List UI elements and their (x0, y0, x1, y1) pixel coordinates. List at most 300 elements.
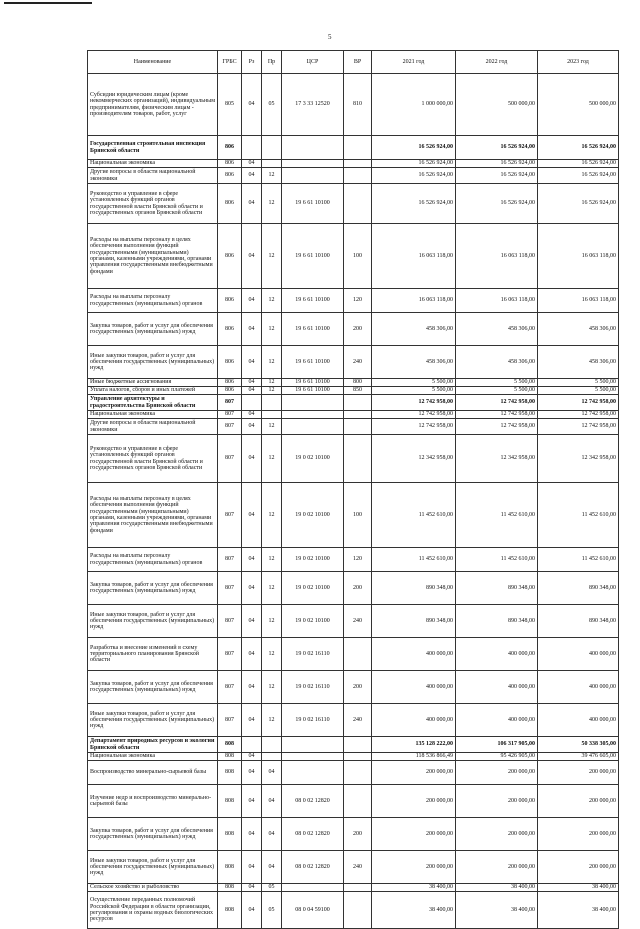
row-grbs-cell: 806 (218, 379, 242, 387)
row-pr-cell: 04 (262, 785, 282, 818)
row-grbs-cell: 807 (218, 483, 242, 548)
row-csr-cell: 19 6 61 10100 (282, 387, 344, 395)
row-csr-cell (282, 884, 344, 892)
row-csr-cell: 08 0 04 59100 (282, 892, 344, 929)
table-row (88, 483, 619, 548)
row-name-cell: Воспроизводство минерально-сырьевой базы (88, 761, 218, 785)
row-csr-cell: 17 3 33 12520 (282, 74, 344, 136)
row-2023-cell: 500 000,00 (538, 74, 619, 136)
row-2023-cell: 12 742 958,00 (538, 411, 619, 419)
row-2022-cell: 16 063 118,00 (456, 289, 538, 313)
row-name-cell: Закупка товаров, работ и услуг для обеспечения государственных (муниципальных) нужд (88, 572, 218, 605)
row-name-cell: Расходы на выплаты персоналу в целях обеспечения выполнения функций государственными (муниципальными) органами, казенными учреждениями, органами управления государственными внебюджетными фондами (88, 483, 218, 548)
row-2023-cell: 16 526 924,00 (538, 136, 619, 160)
row-csr-cell (282, 136, 344, 160)
row-rz-cell: 04 (242, 785, 262, 818)
row-grbs-cell: 807 (218, 419, 242, 435)
row-2021-cell: 890 348,00 (372, 605, 456, 638)
row-csr-cell: 19 0 02 16110 (282, 704, 344, 737)
row-grbs-cell: 806 (218, 168, 242, 184)
row-rz-cell: 04 (242, 671, 262, 704)
row-grbs-cell: 806 (218, 387, 242, 395)
row-pr-cell: 04 (262, 761, 282, 785)
row-2023-cell: 400 000,00 (538, 704, 619, 737)
row-vr-cell (344, 395, 372, 411)
row-2022-cell: 106 317 905,00 (456, 737, 538, 753)
row-pr-cell: 12 (262, 419, 282, 435)
table-row (88, 753, 619, 761)
row-vr-cell: 100 (344, 483, 372, 548)
budget-table (87, 50, 619, 929)
row-pr-cell: 12 (262, 638, 282, 671)
row-vr-cell (344, 761, 372, 785)
table-row (88, 411, 619, 419)
row-2022-cell: 16 526 924,00 (456, 136, 538, 160)
header-name: Наименование (88, 51, 218, 74)
table-row (88, 168, 619, 184)
table-row (88, 671, 619, 704)
row-name-cell: Иные закупки товаров, работ и услуг для обеспечения государственных (муниципальных) нужд (88, 851, 218, 884)
row-pr-cell: 12 (262, 704, 282, 737)
row-pr-cell (262, 136, 282, 160)
row-grbs-cell: 806 (218, 346, 242, 379)
row-2022-cell: 38 400,00 (456, 892, 538, 929)
row-2023-cell: 458 306,00 (538, 346, 619, 379)
row-2021-cell: 5 500,00 (372, 387, 456, 395)
header-csr: ЦСР (282, 51, 344, 74)
table-row (88, 548, 619, 572)
row-rz-cell: 04 (242, 435, 262, 483)
row-2021-cell: 16 526 924,00 (372, 136, 456, 160)
row-2021-cell: 16 526 924,00 (372, 184, 456, 224)
row-2021-cell: 38 400,00 (372, 884, 456, 892)
row-vr-cell (344, 785, 372, 818)
row-name-cell: Иные бюджетные ассигнования (88, 379, 218, 387)
row-csr-cell: 19 6 61 10100 (282, 289, 344, 313)
row-grbs-cell: 806 (218, 289, 242, 313)
row-2021-cell: 200 000,00 (372, 785, 456, 818)
row-2022-cell: 12 742 958,00 (456, 395, 538, 411)
row-pr-cell: 04 (262, 818, 282, 851)
row-rz-cell: 04 (242, 704, 262, 737)
row-2021-cell: 135 128 222,00 (372, 737, 456, 753)
row-name-cell: Иные закупки товаров, работ и услуг для обеспечения государственных (муниципальных) нужд (88, 605, 218, 638)
row-grbs-cell: 807 (218, 704, 242, 737)
row-pr-cell (262, 160, 282, 168)
row-grbs-cell: 807 (218, 671, 242, 704)
row-rz-cell: 04 (242, 851, 262, 884)
row-pr-cell: 12 (262, 224, 282, 289)
row-grbs-cell: 808 (218, 851, 242, 884)
row-name-cell: Национальная экономика (88, 753, 218, 761)
row-name-cell: Закупка товаров, работ и услуг для обеспечения государственных (муниципальных) нужд (88, 818, 218, 851)
row-grbs-cell: 807 (218, 638, 242, 671)
row-2022-cell: 5 500,00 (456, 379, 538, 387)
row-rz-cell: 04 (242, 572, 262, 605)
row-name-cell: Национальная экономика (88, 411, 218, 419)
row-rz-cell: 04 (242, 224, 262, 289)
row-2021-cell: 458 306,00 (372, 346, 456, 379)
row-2023-cell: 16 526 924,00 (538, 160, 619, 168)
row-pr-cell: 12 (262, 671, 282, 704)
row-csr-cell: 08 0 02 12820 (282, 818, 344, 851)
row-2021-cell: 16 063 118,00 (372, 224, 456, 289)
row-2022-cell: 11 452 610,00 (456, 483, 538, 548)
row-2022-cell: 500 000,00 (456, 74, 538, 136)
row-csr-cell (282, 737, 344, 753)
row-vr-cell (344, 168, 372, 184)
row-grbs-cell: 805 (218, 74, 242, 136)
row-2023-cell: 50 338 305,00 (538, 737, 619, 753)
row-grbs-cell: 807 (218, 395, 242, 411)
row-grbs-cell: 807 (218, 572, 242, 605)
table-row (88, 884, 619, 892)
row-rz-cell: 04 (242, 346, 262, 379)
row-rz-cell: 04 (242, 74, 262, 136)
row-2023-cell: 458 306,00 (538, 313, 619, 346)
row-csr-cell (282, 160, 344, 168)
row-csr-cell: 08 0 02 12820 (282, 785, 344, 818)
row-2023-cell: 11 452 610,00 (538, 548, 619, 572)
row-pr-cell: 12 (262, 435, 282, 483)
row-rz-cell: 04 (242, 605, 262, 638)
row-pr-cell: 12 (262, 548, 282, 572)
row-vr-cell: 240 (344, 851, 372, 884)
table-row (88, 704, 619, 737)
row-csr-cell: 19 6 61 10100 (282, 379, 344, 387)
table-row (88, 184, 619, 224)
row-csr-cell: 19 0 02 16110 (282, 638, 344, 671)
row-2021-cell: 5 500,00 (372, 379, 456, 387)
row-grbs-cell: 808 (218, 884, 242, 892)
row-vr-cell (344, 638, 372, 671)
row-name-cell: Иные закупки товаров, работ и услуг для обеспечения государственных (муниципальных) нужд (88, 346, 218, 379)
row-grbs-cell: 807 (218, 548, 242, 572)
row-pr-cell: 12 (262, 184, 282, 224)
row-vr-cell: 800 (344, 379, 372, 387)
row-name-cell: Департамент природных ресурсов и экологии Брянской области (88, 737, 218, 753)
row-2023-cell: 16 063 118,00 (538, 224, 619, 289)
table-row (88, 435, 619, 483)
row-csr-cell: 19 0 02 10100 (282, 605, 344, 638)
row-2021-cell: 12 742 958,00 (372, 395, 456, 411)
row-2023-cell: 200 000,00 (538, 785, 619, 818)
row-csr-cell: 19 6 61 10100 (282, 184, 344, 224)
row-csr-cell: 19 0 02 10100 (282, 435, 344, 483)
row-2022-cell: 11 452 610,00 (456, 548, 538, 572)
table-body (88, 74, 619, 929)
row-2022-cell: 12 342 958,00 (456, 435, 538, 483)
row-name-cell: Иные закупки товаров, работ и услуг для обеспечения государственных (муниципальных) нужд (88, 704, 218, 737)
row-2023-cell: 890 348,00 (538, 572, 619, 605)
row-grbs-cell: 807 (218, 435, 242, 483)
row-grbs-cell: 807 (218, 411, 242, 419)
row-grbs-cell: 808 (218, 785, 242, 818)
row-vr-cell: 240 (344, 605, 372, 638)
row-vr-cell: 200 (344, 313, 372, 346)
row-csr-cell: 19 0 02 16110 (282, 671, 344, 704)
row-vr-cell (344, 737, 372, 753)
row-grbs-cell: 808 (218, 753, 242, 761)
row-grbs-cell: 807 (218, 605, 242, 638)
table-row (88, 224, 619, 289)
row-vr-cell (344, 884, 372, 892)
row-2023-cell: 12 742 958,00 (538, 395, 619, 411)
row-2021-cell: 11 452 610,00 (372, 483, 456, 548)
header-2021: 2021 год (372, 51, 456, 74)
row-2022-cell: 200 000,00 (456, 818, 538, 851)
table-row (88, 387, 619, 395)
row-vr-cell (344, 160, 372, 168)
row-rz-cell (242, 737, 262, 753)
row-rz-cell (242, 395, 262, 411)
row-2023-cell: 16 526 924,00 (538, 184, 619, 224)
row-2022-cell: 38 400,00 (456, 884, 538, 892)
row-2023-cell: 38 400,00 (538, 892, 619, 929)
table-row (88, 74, 619, 136)
row-rz-cell: 04 (242, 411, 262, 419)
row-rz-cell: 04 (242, 638, 262, 671)
row-rz-cell: 04 (242, 289, 262, 313)
row-name-cell: Расходы на выплаты персоналу государственных (муниципальных) органов (88, 548, 218, 572)
row-vr-cell: 810 (344, 74, 372, 136)
row-pr-cell: 12 (262, 313, 282, 346)
header-pr: Пр (262, 51, 282, 74)
row-2022-cell: 200 000,00 (456, 851, 538, 884)
table-row (88, 379, 619, 387)
row-2023-cell: 11 452 610,00 (538, 483, 619, 548)
row-grbs-cell: 806 (218, 136, 242, 160)
row-2021-cell: 200 000,00 (372, 851, 456, 884)
table-row (88, 289, 619, 313)
row-name-cell: Закупка товаров, работ и услуг для обеспечения государственных (муниципальных) нужд (88, 313, 218, 346)
row-pr-cell (262, 737, 282, 753)
row-2023-cell: 400 000,00 (538, 671, 619, 704)
row-pr-cell: 12 (262, 346, 282, 379)
table-row (88, 638, 619, 671)
table-row (88, 572, 619, 605)
row-2023-cell: 16 526 924,00 (538, 168, 619, 184)
row-rz-cell: 04 (242, 160, 262, 168)
table-row (88, 313, 619, 346)
row-2022-cell: 400 000,00 (456, 704, 538, 737)
row-2023-cell: 200 000,00 (538, 851, 619, 884)
row-rz-cell: 04 (242, 884, 262, 892)
row-pr-cell: 05 (262, 74, 282, 136)
row-pr-cell: 05 (262, 884, 282, 892)
row-pr-cell: 12 (262, 168, 282, 184)
row-csr-cell: 19 6 61 10100 (282, 346, 344, 379)
row-vr-cell: 200 (344, 671, 372, 704)
row-rz-cell: 04 (242, 892, 262, 929)
row-csr-cell: 19 0 02 10100 (282, 548, 344, 572)
row-name-cell: Другие вопросы в области национальной экономики (88, 419, 218, 435)
row-csr-cell: 08 0 02 12820 (282, 851, 344, 884)
header-grbs: ГРБС (218, 51, 242, 74)
row-grbs-cell: 808 (218, 761, 242, 785)
row-csr-cell: 19 0 02 10100 (282, 572, 344, 605)
row-pr-cell: 12 (262, 572, 282, 605)
row-2022-cell: 12 742 958,00 (456, 411, 538, 419)
row-2022-cell: 890 348,00 (456, 572, 538, 605)
row-name-cell: Национальная экономика (88, 160, 218, 168)
row-2022-cell: 12 742 958,00 (456, 419, 538, 435)
row-2021-cell: 16 526 924,00 (372, 160, 456, 168)
row-2021-cell: 16 063 118,00 (372, 289, 456, 313)
row-2023-cell: 5 500,00 (538, 379, 619, 387)
row-name-cell: Управление архитектуры и градостроительства Брянской области (88, 395, 218, 411)
row-2022-cell: 95 426 905,00 (456, 753, 538, 761)
row-csr-cell (282, 753, 344, 761)
table-row (88, 851, 619, 884)
row-rz-cell: 04 (242, 387, 262, 395)
row-pr-cell (262, 753, 282, 761)
row-rz-cell: 04 (242, 753, 262, 761)
row-csr-cell (282, 411, 344, 419)
table-row (88, 818, 619, 851)
row-2023-cell: 38 400,00 (538, 884, 619, 892)
row-rz-cell: 04 (242, 548, 262, 572)
row-csr-cell (282, 761, 344, 785)
row-2021-cell: 11 452 610,00 (372, 548, 456, 572)
row-grbs-cell: 806 (218, 313, 242, 346)
row-2021-cell: 12 342 958,00 (372, 435, 456, 483)
table-row (88, 395, 619, 411)
row-name-cell: Государственная строительная инспекция Брянской области (88, 136, 218, 160)
row-vr-cell (344, 184, 372, 224)
table-row (88, 346, 619, 379)
row-grbs-cell: 808 (218, 737, 242, 753)
row-2021-cell: 12 742 958,00 (372, 411, 456, 419)
row-2021-cell: 400 000,00 (372, 704, 456, 737)
row-pr-cell: 05 (262, 892, 282, 929)
row-pr-cell: 12 (262, 379, 282, 387)
top-rule (4, 2, 92, 4)
row-2022-cell: 16 526 924,00 (456, 160, 538, 168)
table-row (88, 761, 619, 785)
row-pr-cell: 12 (262, 483, 282, 548)
row-grbs-cell: 808 (218, 892, 242, 929)
row-pr-cell: 04 (262, 851, 282, 884)
row-vr-cell: 100 (344, 224, 372, 289)
row-2022-cell: 200 000,00 (456, 761, 538, 785)
row-vr-cell (344, 411, 372, 419)
row-grbs-cell: 806 (218, 224, 242, 289)
row-2021-cell: 400 000,00 (372, 671, 456, 704)
table-row (88, 737, 619, 753)
row-2022-cell: 458 306,00 (456, 346, 538, 379)
row-2022-cell: 16 526 924,00 (456, 184, 538, 224)
row-2022-cell: 16 063 118,00 (456, 224, 538, 289)
row-2021-cell: 890 348,00 (372, 572, 456, 605)
row-vr-cell (344, 419, 372, 435)
row-2021-cell: 200 000,00 (372, 761, 456, 785)
row-name-cell: Уплата налогов, сборов и иных платежей (88, 387, 218, 395)
row-name-cell: Расходы на выплаты персоналу государственных (муниципальных) органов (88, 289, 218, 313)
row-2022-cell: 890 348,00 (456, 605, 538, 638)
row-csr-cell (282, 168, 344, 184)
row-pr-cell: 12 (262, 289, 282, 313)
row-vr-cell: 240 (344, 346, 372, 379)
row-rz-cell: 04 (242, 483, 262, 548)
row-2023-cell: 200 000,00 (538, 818, 619, 851)
row-rz-cell (242, 136, 262, 160)
row-2021-cell: 458 306,00 (372, 313, 456, 346)
row-rz-cell: 04 (242, 379, 262, 387)
row-name-cell: Другие вопросы в области национальной экономики (88, 168, 218, 184)
row-grbs-cell: 808 (218, 818, 242, 851)
row-name-cell: Руководство и управление в сфере установленных функций органов государственной власти Брянской области и государственных органов Брянской области (88, 435, 218, 483)
row-vr-cell: 120 (344, 289, 372, 313)
row-name-cell: Осуществление переданных полномочий Российской Федерации в области организации, регулирования и охраны водных биологических ресурсов (88, 892, 218, 929)
row-rz-cell: 04 (242, 761, 262, 785)
row-2023-cell: 12 742 958,00 (538, 419, 619, 435)
row-2022-cell: 200 000,00 (456, 785, 538, 818)
row-vr-cell (344, 753, 372, 761)
row-2023-cell: 5 500,00 (538, 387, 619, 395)
page-number: 5 (328, 33, 332, 41)
table-row (88, 892, 619, 929)
header-rz: Рз (242, 51, 262, 74)
row-2021-cell: 118 536 866,49 (372, 753, 456, 761)
row-name-cell: Сельское хозяйство и рыболовство (88, 884, 218, 892)
row-pr-cell: 12 (262, 387, 282, 395)
row-2023-cell: 12 342 958,00 (538, 435, 619, 483)
row-2021-cell: 200 000,00 (372, 818, 456, 851)
row-vr-cell (344, 892, 372, 929)
header-vr: ВР (344, 51, 372, 74)
row-2021-cell: 12 742 958,00 (372, 419, 456, 435)
row-name-cell: Субсидии юридическим лицам (кроме некоммерческих организаций), индивидуальным предпринимателям, физическим лицам - производителям товаров, работ, услуг (88, 74, 218, 136)
row-csr-cell (282, 395, 344, 411)
table-row (88, 605, 619, 638)
row-csr-cell: 19 0 02 10100 (282, 483, 344, 548)
row-pr-cell: 12 (262, 605, 282, 638)
row-grbs-cell: 806 (218, 160, 242, 168)
row-name-cell: Разработка и внесение изменений в схему территориального планирования Брянской области (88, 638, 218, 671)
row-csr-cell: 19 6 61 10100 (282, 313, 344, 346)
table-header (88, 51, 619, 74)
row-vr-cell: 120 (344, 548, 372, 572)
row-2023-cell: 16 063 118,00 (538, 289, 619, 313)
table-row (88, 419, 619, 435)
row-name-cell: Закупка товаров, работ и услуг для обеспечения государственных (муниципальных) нужд (88, 671, 218, 704)
row-2021-cell: 1 000 000,00 (372, 74, 456, 136)
row-name-cell: Расходы на выплаты персоналу в целях обеспечения выполнения функций государственными (муниципальными) органами, казенными учреждениями, органами управления государственными внебюджетными фондами (88, 224, 218, 289)
header-2022: 2022 год (456, 51, 538, 74)
row-rz-cell: 04 (242, 419, 262, 435)
row-2023-cell: 200 000,00 (538, 761, 619, 785)
row-vr-cell: 850 (344, 387, 372, 395)
row-2023-cell: 400 000,00 (538, 638, 619, 671)
row-vr-cell: 200 (344, 818, 372, 851)
row-csr-cell: 19 6 61 10100 (282, 224, 344, 289)
row-name-cell: Изучение недр и воспроизводство минерально-сырьевой базы (88, 785, 218, 818)
row-2021-cell: 38 400,00 (372, 892, 456, 929)
row-vr-cell (344, 435, 372, 483)
row-vr-cell (344, 136, 372, 160)
row-2022-cell: 400 000,00 (456, 638, 538, 671)
header-2023: 2023 год (538, 51, 619, 74)
row-2022-cell: 5 500,00 (456, 387, 538, 395)
row-2022-cell: 400 000,00 (456, 671, 538, 704)
row-grbs-cell: 806 (218, 184, 242, 224)
row-2022-cell: 16 526 924,00 (456, 168, 538, 184)
row-name-cell: Руководство и управление в сфере установленных функций органов государственной власти Брянской области и государственных органов Брянской области (88, 184, 218, 224)
table-row (88, 160, 619, 168)
row-2023-cell: 39 476 605,00 (538, 753, 619, 761)
row-2021-cell: 16 526 924,00 (372, 168, 456, 184)
